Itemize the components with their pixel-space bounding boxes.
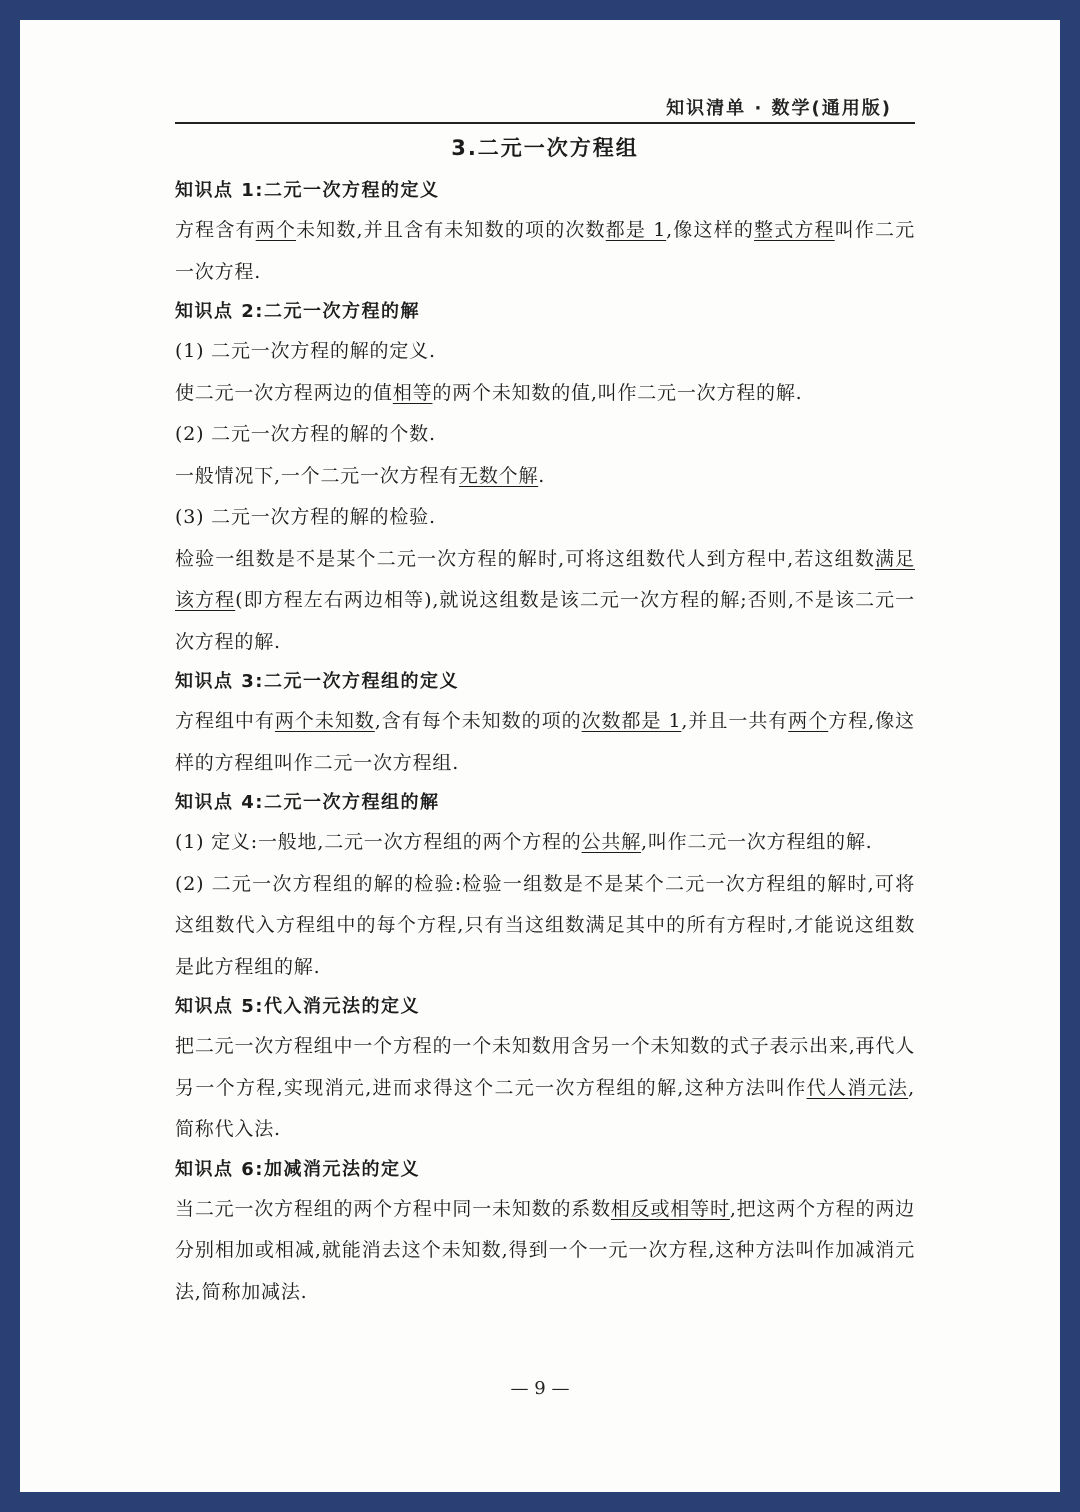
page-sheet <box>20 20 1060 1492</box>
kp2-heading: 知识点 2:二元一次方程的解 <box>175 301 420 322</box>
underlined-term: 两个未知数 <box>274 710 375 732</box>
text-run: (1) 定义:一般地,二元一次方程组的两个方程的 <box>175 831 582 853</box>
text-run: ,像这样的 <box>666 219 755 241</box>
underlined-term: 相反或相等时 <box>610 1197 730 1220</box>
text-run: ,简称代入法. <box>175 1076 915 1140</box>
text-run: ,把这两个方程的两边分别相加或相减,就能消去这个未知数,得到一个一元一次方程,这种方法叫作加减消元法,简称加减法. <box>175 1197 915 1303</box>
underlined-term: 两个 <box>255 219 297 241</box>
text-run: 方程含有 <box>175 219 256 241</box>
kp6-heading: 知识点 6:加减消元法的定义 <box>175 1158 420 1180</box>
kp4-sub2: (2) 二元一次方程组的解的检验:检验一组数是不是某个二元一次方程组的解时,可将这组数代入方程组中的每个方程,只有当这组数满足其中的所有方程时,才能说这组数是此方程组的解. <box>175 872 915 978</box>
kp6-paragraph <box>175 1189 915 1314</box>
text-run: 当二元一次方程组的两个方程中同一未知数的系数 <box>175 1197 611 1220</box>
kp2-sub3-body <box>175 539 915 664</box>
kp1-paragraph <box>175 210 915 293</box>
text-run: 使二元一次方程两边的值 <box>175 381 393 404</box>
kp2-sub1-title: (1) 二元一次方程的解的定义. <box>175 340 436 362</box>
kp5-paragraph <box>175 1026 915 1151</box>
text-run: 方程组中有 <box>175 710 275 732</box>
text-run: ,叫作二元一次方程组的解. <box>641 831 873 853</box>
text-run: 未知数,并且含有未知数的项的次数 <box>296 219 606 241</box>
kp3-paragraph <box>175 701 915 784</box>
underlined-term: 次数都是 1 <box>581 710 682 732</box>
text-run: ,并且一共有 <box>681 710 789 732</box>
underlined-term: 两个 <box>788 710 829 732</box>
underlined-term: 都是 1 <box>605 219 667 241</box>
text-run: 方程,像这样的方程组叫作二元一次方程组. <box>175 710 915 774</box>
kp4-heading: 知识点 4:二元一次方程组的解 <box>175 792 440 813</box>
kp2-sub2-body <box>175 456 915 498</box>
kp2-sub1-body <box>175 373 915 415</box>
kp4-sub1 <box>175 822 915 864</box>
text-run: 把二元一次方程组中一个方程的一个未知数用含另一个未知数的式子表示出来,再代人另一个方程,实现消元,进而求得这个二元一次方程组的解,这种方法叫作 <box>175 1035 915 1099</box>
section-title: 3.二元一次方程组 <box>451 136 639 160</box>
underlined-term: 无数个解 <box>459 464 539 487</box>
kp5-heading: 知识点 5:代入消元法的定义 <box>175 996 420 1017</box>
text-run: 的两个未知数的值,叫作二元一次方程的解. <box>432 381 803 404</box>
page-content <box>175 134 915 1319</box>
text-run: . <box>538 464 546 487</box>
underlined-term: 相等 <box>392 381 433 404</box>
kp2-sub2-title: (2) 二元一次方程的解的个数. <box>175 423 436 445</box>
underlined-term: 整式方程 <box>754 219 835 241</box>
kp3-heading: 知识点 3:二元一次方程组的定义 <box>175 671 459 692</box>
underlined-term: 公共解 <box>581 831 642 853</box>
page-number: — 9 — <box>510 1378 570 1399</box>
text-run: 一般情况下,一个二元一次方程有 <box>175 464 460 487</box>
header-rule <box>175 122 915 124</box>
text-run: 检验一组数是不是某个二元一次方程的解时,可将这组数代人到方程中,若这组数 <box>175 547 876 570</box>
underlined-term: 代人消元法 <box>806 1076 909 1099</box>
running-head: 知识清单 · 数学(通用版) <box>666 98 892 119</box>
text-run: (即方程左右两边相等),就说这组数是该二元一次方程的解;否则,不是该二元一次方程的解. <box>175 589 915 653</box>
underlined-term: 满足该方程 <box>175 547 915 611</box>
text-run: ,含有每个未知数的项的 <box>374 710 582 732</box>
text-run: 叫作二元一次方程. <box>175 219 916 283</box>
kp1-heading: 知识点 1:二元一次方程的定义 <box>175 180 440 201</box>
kp2-sub3-title: (3) 二元一次方程的解的检验. <box>175 506 436 528</box>
